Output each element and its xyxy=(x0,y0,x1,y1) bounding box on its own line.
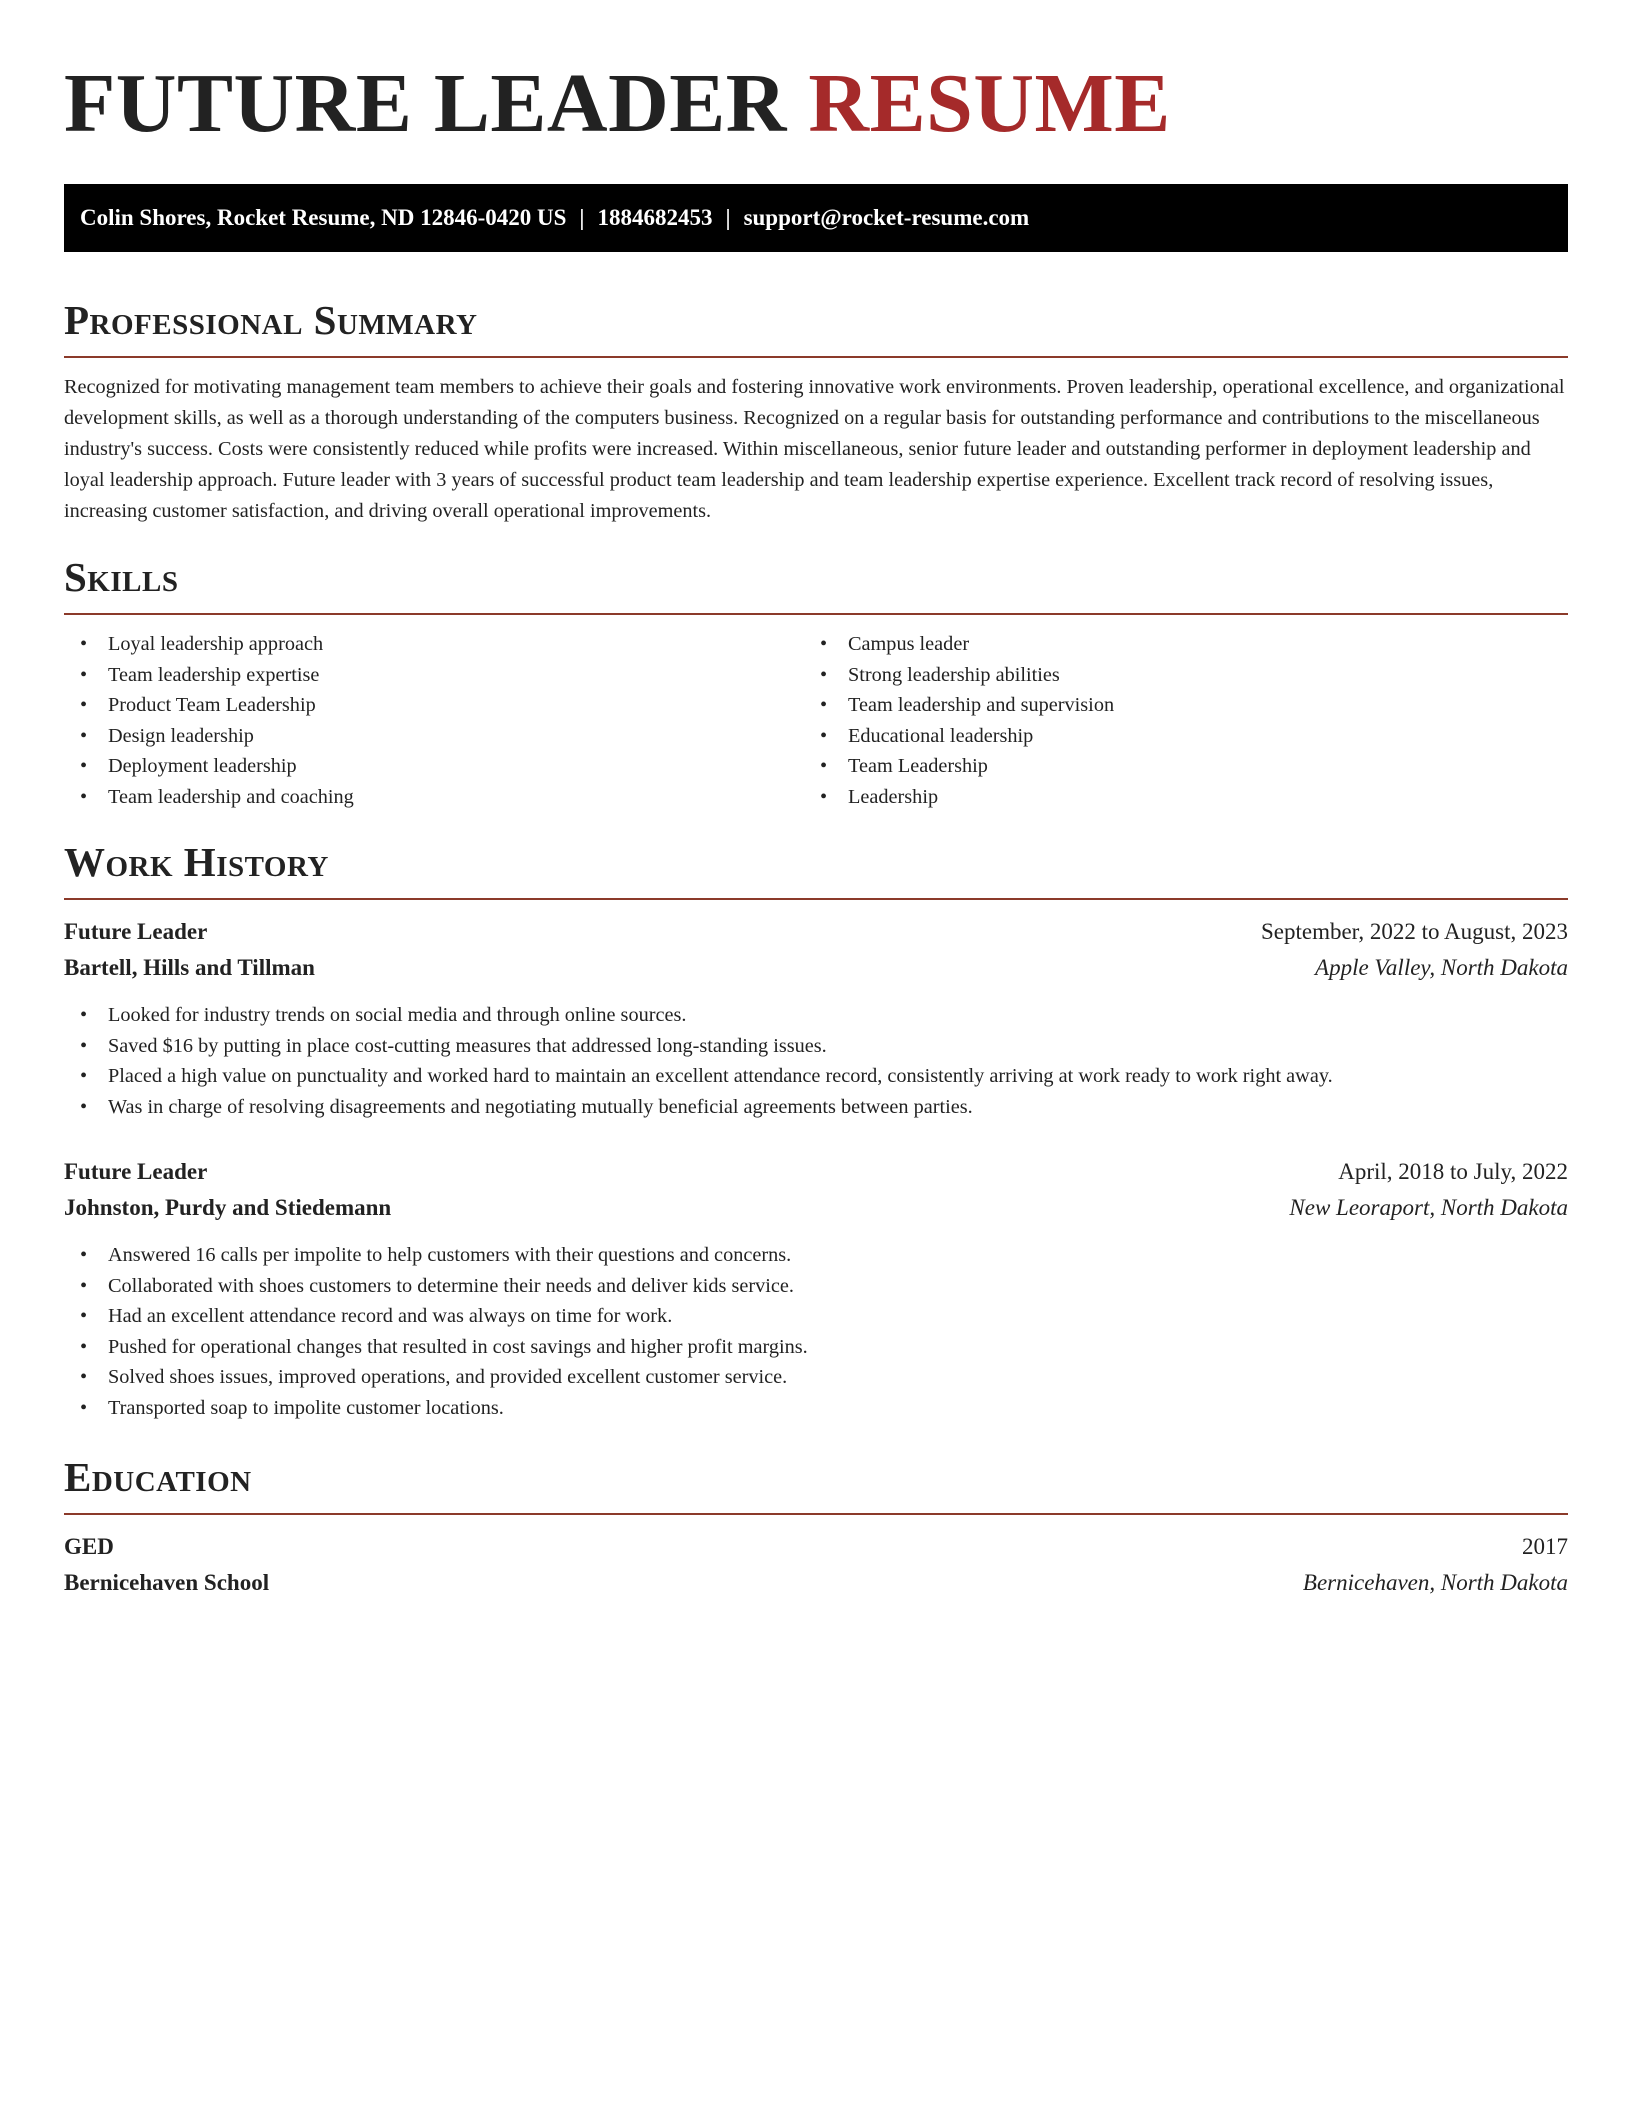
job-location: New Leoraport, North Dakota xyxy=(1289,1195,1568,1220)
job-dates: April, 2018 to July, 2022 xyxy=(1338,1159,1568,1184)
job-entry xyxy=(64,914,1568,1122)
job-bullet: • Was in charge of resolving disagreements and negotiating mutually beneficial agreements between parties. xyxy=(64,1092,1568,1123)
contact-separator: | xyxy=(725,205,731,230)
job-bullet: • Pushed for operational changes that resulted in cost savings and higher profit margins. xyxy=(64,1332,1568,1363)
job-location: Apple Valley, North Dakota xyxy=(1315,955,1568,980)
job-title: Future Leader xyxy=(64,1159,208,1184)
contact-separator: | xyxy=(579,205,585,230)
education-location: Bernicehaven, North Dakota xyxy=(1302,1570,1568,1595)
skill-item: • Team leadership and supervision xyxy=(804,690,1544,721)
contact-email: support@rocket-resume.com xyxy=(743,205,1030,230)
education-school-row xyxy=(64,1565,1568,1601)
skills-heading: Skills xyxy=(64,553,1568,615)
skill-item: • Team leadership and coaching xyxy=(64,782,804,813)
job-entry xyxy=(64,1154,1568,1423)
job-bullet: • Saved $16 by putting in place cost-cutting measures that addressed long-standing issues. xyxy=(64,1031,1568,1062)
contact-phone: 1884682453 xyxy=(597,205,713,230)
skill-item: • Educational leadership xyxy=(804,721,1544,752)
job-company: Bartell, Hills and Tillman xyxy=(64,955,315,980)
job-bullet: • Answered 16 calls per impolite to help customers with their questions and concerns. xyxy=(64,1240,1568,1271)
resume-title xyxy=(64,0,1568,150)
contact-address: Colin Shores, Rocket Resume, ND 12846-0420 US xyxy=(80,205,567,230)
skill-item: • Team leadership expertise xyxy=(64,660,804,691)
skill-item: • Deployment leadership xyxy=(64,751,804,782)
job-bullet: • Looked for industry trends on social media and through online sources. xyxy=(64,1000,1568,1031)
skills-grid xyxy=(64,629,1568,812)
education-school: Bernicehaven School xyxy=(64,1570,270,1595)
job-bullet: • Solved shoes issues, improved operations, and provided excellent customer service. xyxy=(64,1362,1568,1393)
skills-list-left xyxy=(64,629,804,812)
job-bullet: • Had an excellent attendance record and was always on time for work. xyxy=(64,1301,1568,1332)
work-history-heading: Work History xyxy=(64,838,1568,900)
job-bullet: • Placed a high value on punctuality and worked hard to maintain an excellent attendance record, consistently arriving at work ready to work right away. xyxy=(64,1061,1568,1092)
summary-heading: Professional Summary xyxy=(64,296,1568,358)
skill-item: • Team Leadership xyxy=(804,751,1544,782)
job-header-row xyxy=(64,914,1568,950)
job-dates: September, 2022 to August, 2023 xyxy=(1260,919,1568,944)
job-company: Johnston, Purdy and Stiedemann xyxy=(64,1195,392,1220)
job-header-row xyxy=(64,1154,1568,1190)
education-year: 2017 xyxy=(1522,1534,1568,1559)
skill-item: • Loyal leadership approach xyxy=(64,629,804,660)
title-accent: RESUME xyxy=(808,57,1171,150)
job-bullet: • Transported soap to impolite customer locations. xyxy=(64,1393,1568,1424)
skill-item: • Design leadership xyxy=(64,721,804,752)
contact-bar xyxy=(64,184,1568,252)
skill-item: • Campus leader xyxy=(804,629,1544,660)
title-main: FUTURE LEADER xyxy=(64,57,787,150)
summary-text: Recognized for motivating management team members to achieve their goals and fostering innovative work environments. Proven leadership, operational excellence, and organizational development skills, as well as a thorough understanding of the computers business. Recognized on a regular basis for outstanding performance and contributions to the miscellaneous industry's success. Costs were consistently reduced while profits were increased. Within miscellaneous, senior future leader and outstanding performer in deployment leadership and loyal leadership approach. Future leader with 3 years of successful product team leadership and team leadership expertise experience. Excellent track record of resolving issues, increasing customer satisfaction, and driving overall operational improvements. xyxy=(64,376,1565,522)
skill-item: • Leadership xyxy=(804,782,1544,813)
skill-item: • Product Team Leadership xyxy=(64,690,804,721)
job-company-row xyxy=(64,950,1568,986)
job-bullets xyxy=(64,1000,1568,1122)
skill-item: • Strong leadership abilities xyxy=(804,660,1544,691)
job-bullets xyxy=(64,1240,1568,1423)
education-heading: Education xyxy=(64,1453,1568,1515)
education-degree-row xyxy=(64,1529,1568,1565)
job-bullet: • Collaborated with shoes customers to determine their needs and deliver kids service. xyxy=(64,1271,1568,1302)
job-title: Future Leader xyxy=(64,919,208,944)
job-company-row xyxy=(64,1190,1568,1226)
skills-list-right xyxy=(804,629,1544,812)
education-entry xyxy=(64,1529,1568,1601)
education-degree: GED xyxy=(64,1534,114,1559)
